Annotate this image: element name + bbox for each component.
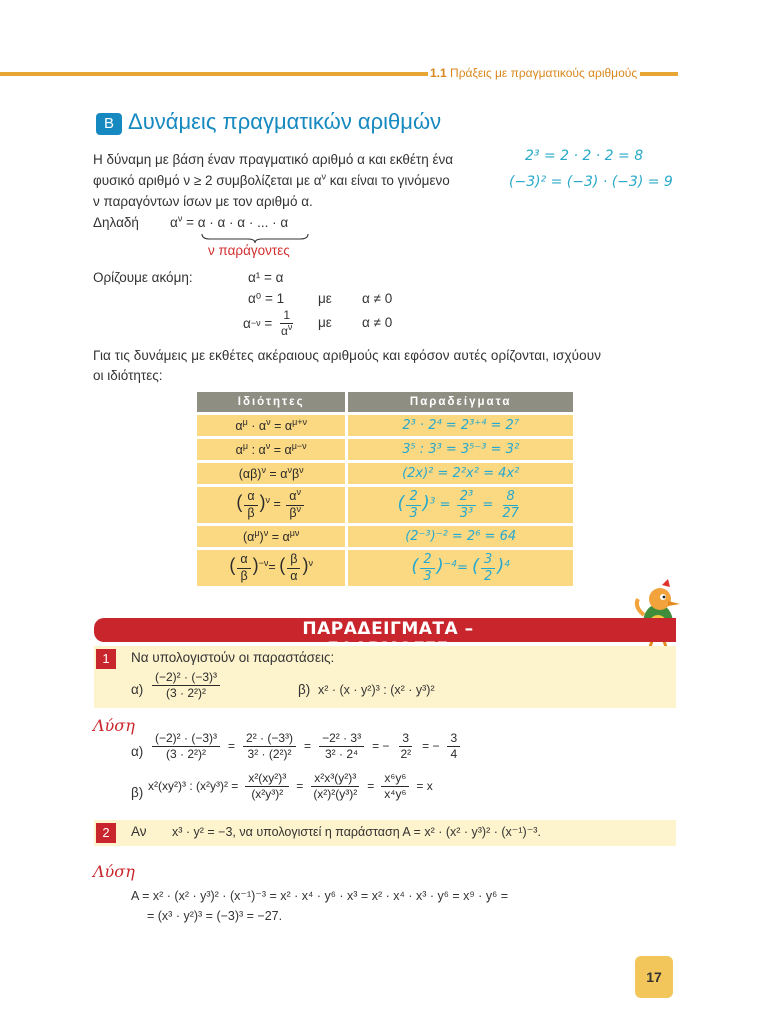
prop-product: $\alpha^\mu \cdot \alpha^\nu = \alpha^{\mu+\nu}$ — [197, 415, 345, 436]
example-2-prompt-prefix: Αν — [131, 824, 147, 839]
solution-1b-label: β) — [131, 785, 144, 800]
running-header — [428, 66, 640, 80]
prop-quotient: $\alpha^\mu$ : $\alpha^\nu = \alpha^{\mu-\nu}$ — [197, 439, 345, 460]
intro-line-2: φυσικό αριθμό ν ≥ 2 συμβολίζεται με $\alpha^\nu$ και είναι το γινόμενο — [93, 171, 450, 188]
examples-banner-title: ΠΑΡΑΔΕΙΓΜΑΤΑ – — [302, 619, 474, 639]
table-header-examples: Παραδείγματα — [348, 392, 573, 412]
table-row — [197, 415, 573, 436]
section-title: Δυνάμεις πραγματικών αριθμών — [128, 109, 442, 134]
chapter-number: 1.1 — [430, 66, 447, 80]
side-example-2: (−3)² = (−3) · (−3) = 9 — [509, 174, 673, 190]
prop-product-power: $(\alpha\beta)^\nu = \alpha^\nu\beta^\nu$ — [197, 463, 345, 484]
example-1b-label: β) — [298, 682, 311, 697]
example-1a-expression: $\frac{\text{(−2)² · (−3)³}}{\text{(3 · 2²)²}}$ — [150, 671, 222, 699]
properties-table — [194, 389, 576, 589]
intro-line-1: Η δύναμη με βάση έναν πραγματικό αριθμό α και εκθέτη ένα — [93, 152, 454, 167]
prop-fraction-power: ( $\frac{\alpha}{\beta}$ )$^\nu$ = $\frac{\alpha^\nu}{\beta^\nu}$ — [197, 487, 345, 523]
props-intro-line-1: Για τις δυνάμεις με εκθέτες ακέραιους αριθμούς και εφόσον αυτές ορίζονται, ισχύουν — [93, 348, 602, 363]
example-power-of-power: (2⁻³)⁻² = 2⁶ = 64 — [348, 526, 573, 547]
example-product-power: (2x)² = 2²x² = 4x² — [348, 463, 573, 484]
table-row — [197, 439, 573, 460]
table-row — [197, 526, 573, 547]
prop-power-of-power: $(\alpha^\mu)^\nu = \alpha^{\mu\nu}$ — [197, 526, 345, 547]
page-number: 17 — [635, 956, 673, 998]
solution-2-line-1: Α = x² · (x² · y³)² · (x⁻¹)⁻³ = x² · x⁴ · y⁶ · x³ = x² · x⁴ · x³ · y⁶ = x⁹ · y⁶ = — [131, 889, 508, 903]
side-example-1: 2³ = 2 · 2 · 2 = 8 — [525, 148, 644, 164]
example-2-prompt: x³ · y² = −3, να υπολογιστεί η παράσταση Α = x² · (x² · y³)² · (x⁻¹)⁻³. — [172, 825, 541, 839]
def-negative-cond-word: με — [318, 315, 332, 330]
example-1-prompt: Να υπολογιστούν οι παραστάσεις: — [131, 650, 335, 665]
table-row — [197, 463, 573, 484]
def-neg-num: 1 — [280, 309, 293, 324]
example-fraction-power: ( $\frac{2}{3}$ )$^3$ = $\frac{\text{2³}}{\text{3³}}$ = $\frac{8}{27}$ — [348, 487, 573, 523]
solution-1b: x²(xy²)³ : (x²y³)² = $\frac{\text{x²(xy²)³}}{\text{(x²y³)²}}$ = $\frac{\text{x²x³(y²)³}}{\text{(x²)²(y³)²}}$ = $\frac{\text{x⁶y⁶}}{\text{x⁴y⁶}}$ = x — [148, 771, 433, 801]
example-1a-label: α) — [131, 682, 144, 697]
example-2-solution-label: Λύση — [93, 862, 135, 881]
def-power-zero: α⁰ = 1 — [248, 291, 285, 306]
props-intro-line-2: οι ιδιότητες: — [93, 368, 163, 383]
solution-1a-label: α) — [131, 744, 144, 759]
example-product: 2³ · 2⁴ = 2³⁺⁴ = 2⁷ — [348, 415, 573, 436]
prop-negative-fraction-power: ( $\frac{\alpha}{\beta}$ )$^{-\nu}$= ( $\frac{\beta}{\alpha}$ )$^\nu$ — [197, 550, 345, 586]
example-2-number: 2 — [96, 823, 116, 843]
table-header-row — [197, 392, 573, 412]
example-1-solution-label: Λύση — [93, 716, 135, 735]
brace-label: ν παράγοντες — [208, 243, 290, 258]
table-row — [197, 487, 573, 523]
chapter-title: Πράξεις με πραγματικούς αριθμούς — [450, 66, 638, 80]
def-negative-power: α −ν = $\frac{1}{\alpha^\nu}$ — [243, 308, 293, 338]
intro-line-4-label: Δηλαδή — [93, 215, 139, 230]
example-negative-fraction-power: ( $\frac{2}{3}$ )$^{-4}$= ( $\frac{3}{2}$ )$^4$ — [348, 550, 573, 586]
power-definition: $\alpha^\nu = \alpha \cdot \alpha \cdot \alpha$ · ... · α — [170, 213, 289, 230]
intro-line-3: ν παραγόντων ίσων με τον αριθμό α. — [93, 194, 313, 209]
example-1b-expression: x² · (x · y²)³ : (x² · y³)² — [318, 683, 435, 697]
solution-2-line-2: = (x³ · y²)³ = (−3)³ = −27. — [147, 909, 283, 923]
section-badge: Β — [96, 113, 122, 135]
def-negative-cond: α ≠ 0 — [362, 315, 393, 330]
solution-1a: $\frac{\text{(−2)² · (−3)³}}{\text{(3 · 2²)²}}$ = $\frac{\text{2² · (−3³)}}{\text{3² · (2²)²}}$ = $\frac{\text{−2² · 3³}}{\text{3² · 2⁴}}$ = − $\frac{3}{\text{2²}}$ = − $\frac{3}{4}$ — [150, 732, 462, 760]
definitions-label: Ορίζουμε ακόμη: — [93, 270, 193, 285]
def-power-one: α¹ = α — [248, 270, 284, 285]
example-quotient: 3⁵ : 3³ = 3⁵⁻³ = 3² — [348, 439, 573, 460]
table-row — [197, 550, 573, 586]
example-1-number: 1 — [96, 649, 116, 669]
def-power-zero-cond: α ≠ 0 — [362, 291, 393, 306]
mascot-illustration — [632, 577, 684, 657]
def-power-zero-cond-word: με — [318, 291, 332, 306]
table-header-properties: Ιδιότητες — [197, 392, 345, 412]
